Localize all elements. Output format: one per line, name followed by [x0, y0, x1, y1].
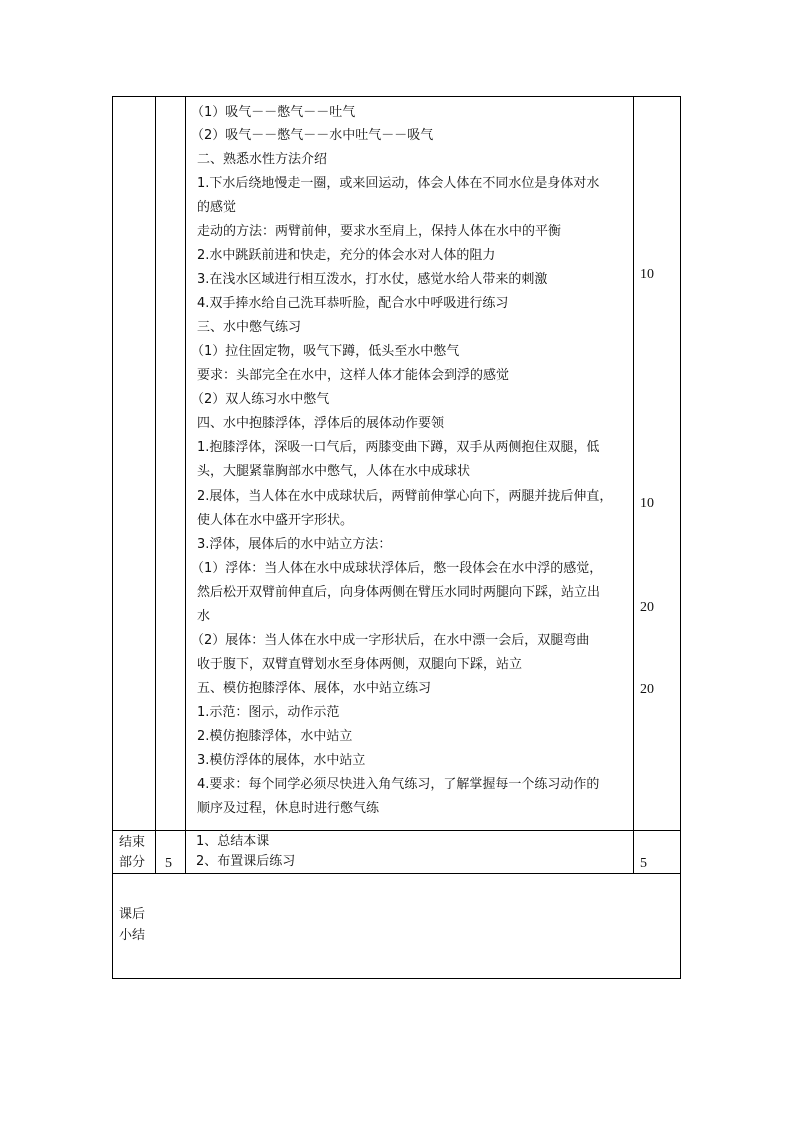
content-line: 收于腹下，双臂直臂划水至身体两侧，双腿向下踩，站立 — [197, 657, 523, 672]
ending-time: 5 — [640, 856, 647, 871]
table-column-divider-2 — [185, 96, 186, 873]
content-line: 三、水中憋气练习 — [197, 320, 302, 335]
content-line: 1.抱膝浮体，深吸一口气后，两膝变曲下蹲，双手从两侧抱住双腿，低 — [197, 440, 600, 455]
time-value: 10 — [640, 267, 654, 282]
content-line: 四、水中抱膝浮体，浮体后的展体动作要领 — [197, 416, 445, 431]
content-line: 五、模仿抱膝浮体、展体，水中站立练习 — [197, 681, 432, 696]
content-line: 3.在浅水区域进行相互泼水，打水仗，感觉水给人带来的刺激 — [197, 272, 548, 287]
ending-section-label: 结束 — [119, 835, 146, 850]
time-value: 10 — [640, 496, 654, 511]
content-line: 顺序及过程，休息时进行憋气练 — [197, 801, 380, 816]
table-border-right — [680, 96, 681, 979]
content-line: 3.浮体，展体后的水中站立方法： — [197, 537, 392, 552]
content-line: 头，大腿紧靠胸部水中憋气，人体在水中成球状 — [197, 464, 471, 479]
content-line: 2.模仿抱膝浮体，水中站立 — [197, 729, 353, 744]
table-row-divider-2 — [112, 873, 681, 874]
content-line: 然后松开双臂前伸直后，向身体两侧在臂压水同时两腿向下踩，站立出 — [197, 585, 601, 600]
content-line: （2）展体：当人体在水中成一字形状后，在水中漂一会后，双腿弯曲 — [191, 633, 590, 648]
content-line: 2.展体，当人体在水中成球状后，两臂前伸掌心向下，两腿并拢后伸直， — [197, 489, 613, 504]
ending-minutes: 5 — [165, 856, 172, 871]
content-line: （2）双人练习水中憋气 — [191, 392, 330, 407]
content-line: 水 — [197, 609, 211, 624]
content-line: 1.下水后绕地慢走一圈，或来回运动，体会人体在不同水位是身体对水 — [197, 176, 600, 191]
time-value: 20 — [640, 682, 654, 697]
table-row-divider-1 — [112, 830, 681, 831]
summary-section-label: 课后 — [119, 907, 146, 922]
content-line: 4.双手捧水给自己洗耳恭听脸，配合水中呼吸进行练习 — [197, 296, 509, 311]
content-line: 要求：头部完全在水中，这样人体才能体会到浮的感觉 — [197, 368, 510, 383]
content-line: 二、熟悉水性方法介绍 — [197, 152, 328, 167]
ending-item: 1、总结本课 — [196, 834, 270, 849]
summary-section-label: 小结 — [119, 928, 146, 943]
content-line: （2）吸气－－憋气－－水中吐气－－吸气 — [191, 128, 434, 143]
content-line: 使人体在水中盛开字形状。 — [197, 513, 354, 528]
ending-section-label: 部分 — [119, 855, 146, 870]
content-line: 3.模仿浮体的展体，水中站立 — [197, 753, 366, 768]
table-border-bottom — [112, 978, 681, 979]
content-line: 走动的方法：两臂前伸，要求水至肩上，保持人体在水中的平衡 — [197, 224, 562, 239]
time-value: 20 — [640, 600, 654, 615]
table-border-left — [112, 96, 113, 979]
content-line: （1）拉住固定物，吸气下蹲，低头至水中憋气 — [191, 344, 460, 359]
content-line: 4.要求：每个同学必须尽快进入角气练习，了解掌握每一个练习动作的 — [197, 777, 600, 792]
table-border-top — [112, 96, 681, 97]
table-column-divider-1 — [155, 96, 156, 873]
content-line: （1）吸气－－憋气－－吐气 — [191, 105, 356, 120]
table-column-divider-3 — [633, 96, 634, 873]
content-line: （1）浮体：当人体在水中成球状浮体后，憋一段体会在水中浮的感觉， — [191, 561, 603, 576]
content-line: 1.示范：图示，动作示范 — [197, 705, 340, 720]
content-line: 的感觉 — [197, 200, 237, 215]
ending-item: 2、布置课后练习 — [196, 854, 296, 869]
content-line: 2.水中跳跃前进和快走，充分的体会水对人体的阻力 — [197, 248, 496, 263]
